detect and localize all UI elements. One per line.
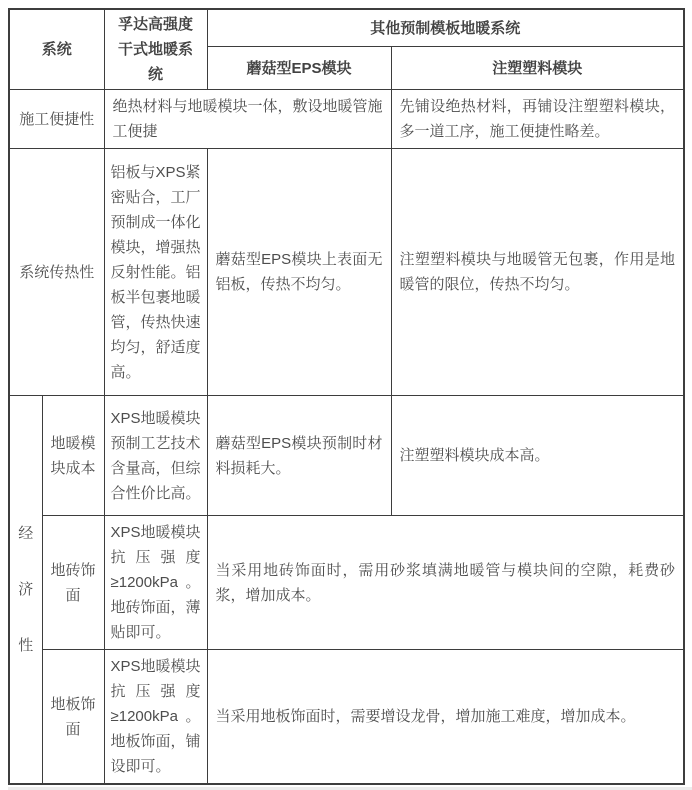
cell-floor-fuda: XPS地暖模块抗压强度≥1200kPa。地板饰面，铺设即可。 (104, 650, 207, 785)
row-label-economy (9, 396, 42, 785)
header-cell-other-systems: 其他预制模板地暖系统 (207, 9, 684, 47)
cell-heat-plastic: 注塑塑料模块与地暖管无包裹，作用是地暖管的限位，传热不均匀。 (391, 149, 684, 396)
row-construction (9, 90, 684, 149)
row-label-tile-finish: 地砖饰面 (42, 516, 104, 650)
row-label-floor-finish: 地板饰面 (42, 650, 104, 785)
cell-heat-eps: 蘑菇型EPS模块上表面无铝板，传热不均匀。 (207, 149, 391, 396)
row-module-cost (9, 396, 684, 516)
row-floor-finish (9, 650, 684, 785)
row-heat-transfer (9, 149, 684, 396)
header-cell-system: 系统 (9, 9, 104, 90)
header-cell-fuda-system: 孚达高强度干式地暖系统 (104, 9, 207, 90)
cell-cost-plastic: 注塑塑料模块成本高。 (391, 396, 684, 516)
row-label-module-cost: 地暖模块成本 (42, 396, 104, 516)
cell-construction-fuda-eps: 绝热材料与地暖模块一体，敷设地暖管施工便捷 (104, 90, 391, 149)
comparison-table (8, 8, 685, 785)
header-row-top (9, 9, 684, 47)
header-cell-eps-module: 蘑菇型EPS模块 (207, 47, 391, 90)
cell-heat-fuda: 铝板与XPS紧密贴合，工厂预制成一体化模块，增强热反射性能。铝板半包裹地暖管，传热快速均匀，舒适度高。 (104, 149, 207, 396)
cell-tile-fuda: XPS地暖模块抗压强度≥1200kPa。地砖饰面，薄贴即可。 (104, 516, 207, 650)
economy-vertical-label: 经济性 (18, 524, 34, 654)
cell-cost-fuda: XPS地暖模块预制工艺技术含量高，但综合性价比高。 (104, 396, 207, 516)
cell-tile-other: 当采用地砖饰面时，需用砂浆填满地暖管与模块间的空隙，耗费砂浆，增加成本。 (207, 516, 684, 650)
cell-floor-other: 当采用地板饰面时，需要增设龙骨，增加施工难度，增加成本。 (207, 650, 684, 785)
header-cell-plastic-module: 注塑塑料模块 (391, 47, 684, 90)
row-label-heat-transfer: 系统传热性 (9, 149, 104, 396)
cell-construction-plastic: 先铺设绝热材料，再铺设注塑塑料模块，多一道工序，施工便捷性略差。 (391, 90, 684, 149)
row-tile-finish (9, 516, 684, 650)
row-label-construction-convenience: 施工便捷性 (9, 90, 104, 149)
cell-cost-eps: 蘑菇型EPS模块预制时材料损耗大。 (207, 396, 391, 516)
